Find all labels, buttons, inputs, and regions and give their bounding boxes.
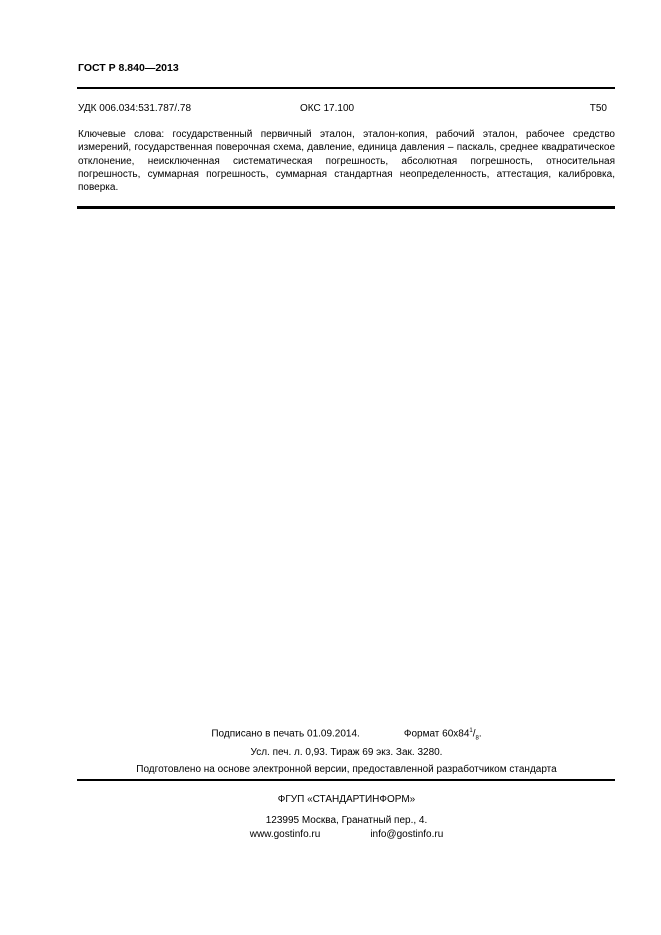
publisher-name: ФГУП «СТАНДАРТИНФОРМ» [277, 794, 416, 805]
keywords-paragraph: Ключевые слова: государственный первичный эталон, эталон-копия, рабочий эталон, рабочее средство измерений, государственная поверочная схема, давление, единица давления – паскаль, среднее квадратическое отклонение, неисключенная систематическая погрешность, абсолютная погрешность, относительная погрешность, суммарная погрешность, суммарная стандартная неопределенность, аттестация, калибровка, поверка. [78, 129, 615, 194]
classification-row [78, 103, 615, 117]
signed-date: Подписано в печать 01.09.2014. [211, 728, 360, 740]
header-divider [77, 87, 615, 89]
format-label: Формат 60х84 [403, 728, 470, 740]
udk-code: УДК 006.034:531.787/.78 [78, 103, 192, 114]
website-link[interactable]: www.gostinfo.ru [249, 828, 321, 840]
email-link[interactable]: info@gostinfo.ru [370, 828, 444, 840]
print-details: Усл. печ. л. 0,93. Тираж 69 экз. Зак. 3280. [250, 746, 443, 758]
keywords-divider [77, 206, 615, 209]
footer-divider [77, 779, 615, 781]
prepared-note: Подготовлено на основе электронной версии, предоставленной разработчиком стандарта [136, 764, 557, 775]
format-denominator: 8 [475, 735, 479, 742]
publisher-address: 123995 Москва, Гранатный пер., 4. [265, 815, 428, 826]
publisher-contacts [78, 828, 615, 842]
format-suffix: . [478, 728, 482, 740]
publisher-address-block [78, 814, 615, 841]
oks-code: ОКС 17.100 [300, 103, 355, 114]
imprint-block [78, 725, 615, 759]
category-code: Т50 [589, 103, 607, 114]
format-numerator: 1 [469, 728, 473, 734]
document-code: ГОСТ Р 8.840—2013 [78, 62, 179, 74]
imprint-line-1: Подписано в печать 01.09.2014. Формат $60х84^1/_8$. [211, 728, 482, 742]
